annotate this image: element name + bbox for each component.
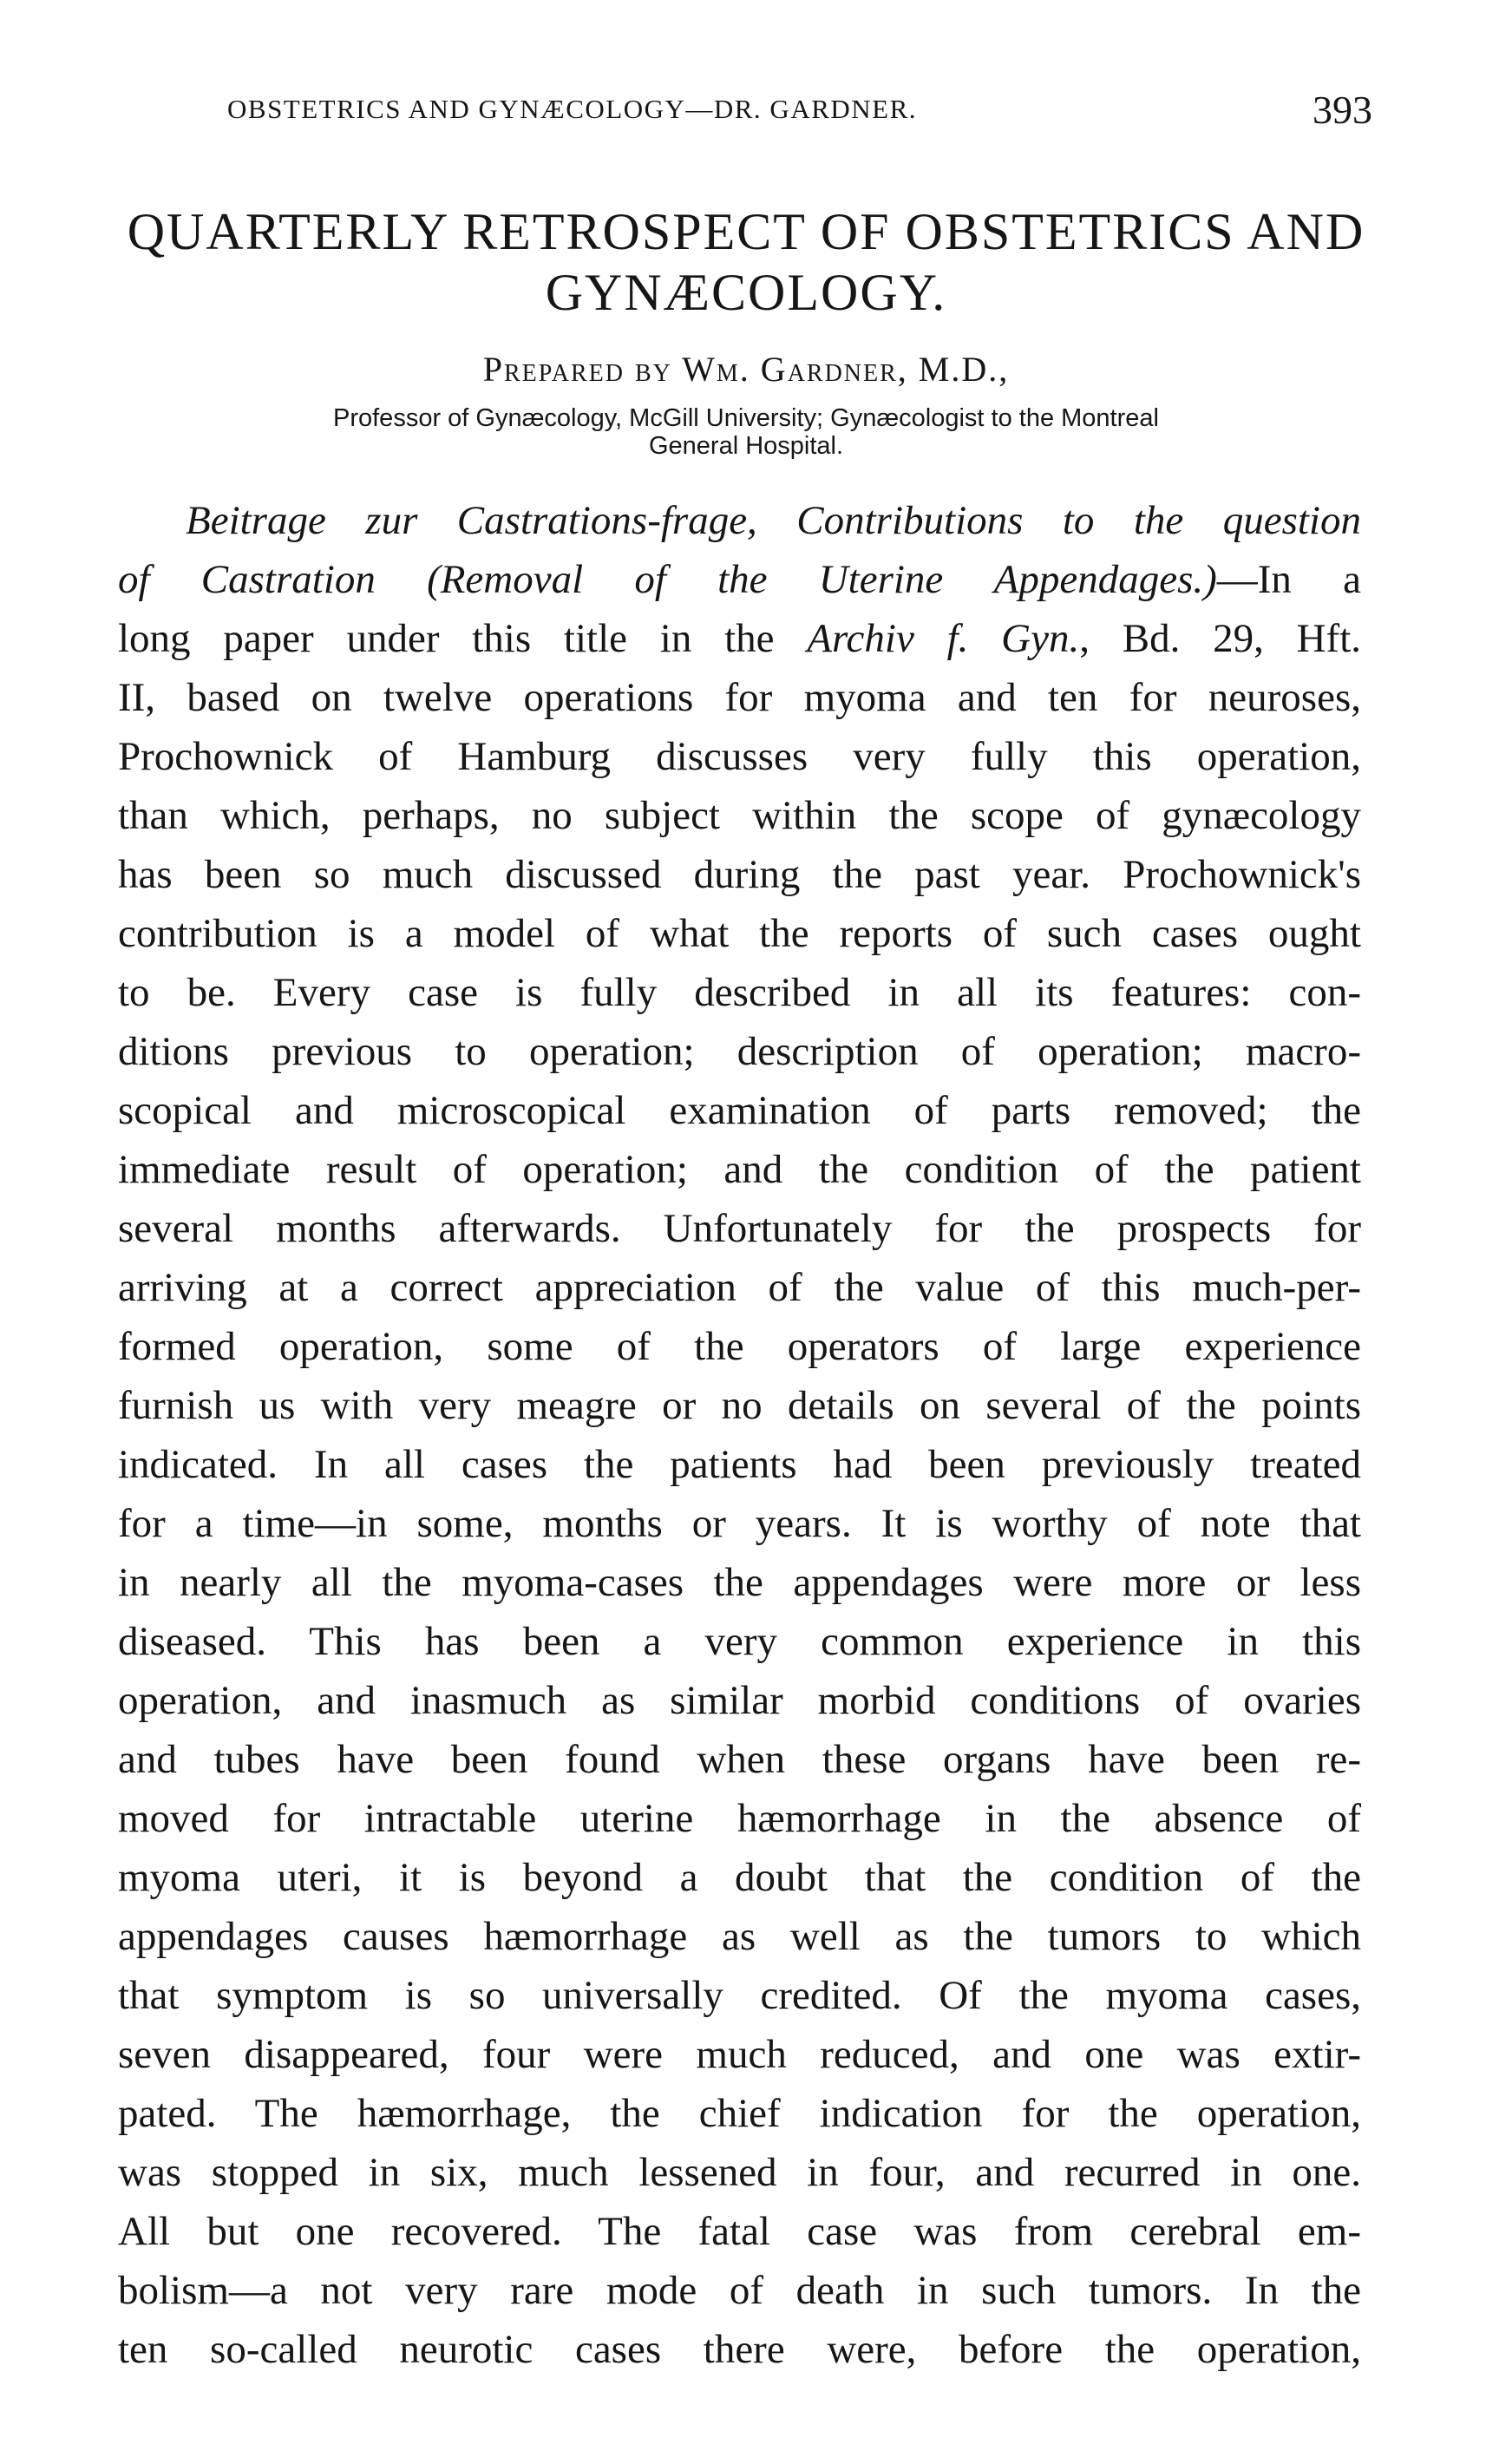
text-segment: than which, perhaps, no subject within the scope of gynæcology (118, 793, 1361, 838)
text-segment: arriving at a correct appreciation of the value of this much-per- (118, 1265, 1361, 1310)
text-line (118, 1258, 1361, 1317)
text-line (118, 1730, 1361, 1789)
text-line (118, 1789, 1361, 1848)
text-segment: operation, and inasmuch as similar morbid conditions of ovaries (118, 1678, 1361, 1723)
text-segment: II, based on twelve operations for myoma and ten for neuroses, (118, 675, 1361, 720)
article-title (87, 201, 1405, 323)
article-title-line-2: GYNÆCOLOGY. (545, 264, 947, 321)
text-segment: that symptom is so universally credited. Of the myoma cases, (118, 1973, 1361, 2018)
text-segment: seven disappeared, four were much reduced, and one was extir- (118, 2032, 1361, 2077)
text-segment: pated. The hæmorrhage, the chief indication for the operation, (118, 2091, 1361, 2136)
text-line (118, 845, 1361, 904)
text-line (118, 2025, 1361, 2084)
text-line (118, 786, 1361, 845)
text-line (118, 1553, 1361, 1612)
text-segment: Prochownick of Hamburg discusses very fully this operation, (118, 734, 1361, 779)
page-number: 393 (1313, 88, 1372, 132)
text-line (118, 1376, 1361, 1435)
text-line (118, 1848, 1361, 1907)
text-line (118, 1671, 1361, 1730)
text-segment: several months afterwards. Unfortunately for the prospects for (118, 1206, 1361, 1251)
italic-text-segment: Beitrage zur Castrations-frage, Contributions to the question (186, 498, 1361, 543)
text-segment: long paper under this title in the (118, 616, 808, 661)
text-segment: diseased. This has been a very common experience in this (118, 1619, 1361, 1664)
text-line (118, 1199, 1361, 1258)
text-segment: bolism—a not very rare mode of death in such tumors. In the (118, 2268, 1361, 2313)
author-affiliation (139, 404, 1353, 460)
author-affiliation-line-1: Professor of Gynæcology, McGill University; Gynæcologist to the Montreal (333, 404, 1159, 432)
text-line (118, 550, 1361, 609)
text-segment: furnish us with very meagre or no details on several of the points (118, 1383, 1361, 1428)
text-segment: in nearly all the myoma-cases the appendages were more or less (118, 1560, 1361, 1605)
italic-text-segment: of Castration (Removal of the Uterine Appendages.) (118, 557, 1217, 602)
text-line (118, 1966, 1361, 2025)
text-line (118, 1494, 1361, 1553)
text-line (118, 2202, 1361, 2261)
text-line (118, 727, 1361, 786)
text-line (118, 1140, 1361, 1199)
text-line (118, 1022, 1361, 1081)
text-segment: for a time—in some, months or years. It is worthy of note that (118, 1501, 1361, 1546)
text-segment: moved for intractable uterine hæmorrhage in the absence of (118, 1796, 1361, 1841)
text-segment: formed operation, some of the operators of large experience (118, 1324, 1361, 1369)
text-segment: scopical and microscopical examination of parts removed; the (118, 1088, 1361, 1133)
text-segment: to be. Every case is fully described in all its features: con- (118, 970, 1361, 1015)
text-segment: —In a (1216, 557, 1361, 602)
text-line (118, 1612, 1361, 1671)
text-line (118, 2143, 1361, 2202)
text-line (118, 904, 1361, 963)
text-segment: myoma uteri, it is beyond a doubt that the condition of the (118, 1855, 1361, 1900)
text-line (118, 668, 1361, 727)
running-head-title: OBSTETRICS AND GYNÆCOLOGY—DR. GARDNER. (227, 94, 918, 124)
text-segment: was stopped in six, much lessened in four, and recurred in one. (118, 2150, 1361, 2195)
text-line (118, 2261, 1361, 2320)
running-head (227, 88, 1372, 132)
text-segment: ten so-called neurotic cases there were, before the operation, (118, 2327, 1361, 2372)
text-line (118, 1907, 1361, 1966)
text-segment: All but one recovered. The fatal case was from cerebral em- (118, 2209, 1361, 2254)
text-line (118, 1317, 1361, 1376)
italic-text-segment: Archiv f. Gyn. (807, 616, 1080, 661)
text-line (118, 491, 1361, 550)
text-segment: contribution is a model of what the reports of such cases ought (118, 911, 1361, 956)
article-byline: Prepared by Wm. Gardner, M.D., (482, 350, 1010, 389)
text-segment: immediate result of operation; and the condition of the patient (118, 1147, 1361, 1192)
text-segment: indicated. In all cases the patients had been previously treated (118, 1442, 1361, 1487)
article-body (118, 491, 1361, 2379)
text-segment: has been so much discussed during the past year. Prochownick's (118, 852, 1361, 897)
article-title-line-1: QUARTERLY RETROSPECT OF OBSTETRICS AND (127, 203, 1365, 260)
text-line (118, 1435, 1361, 1494)
text-line (118, 2320, 1361, 2379)
text-line (118, 2084, 1361, 2143)
author-affiliation-line-2: General Hospital. (648, 432, 844, 460)
text-segment: appendages causes hæmorrhage as well as the tumors to which (118, 1914, 1361, 1959)
text-segment: ditions previous to operation; description of operation; macro- (118, 1029, 1361, 1074)
text-segment: and tubes have been found when these organs have been re- (118, 1737, 1361, 1782)
text-segment: , Bd. 29, Hft. (1079, 616, 1362, 661)
text-line (118, 609, 1361, 668)
text-line (118, 963, 1361, 1022)
text-line (118, 1081, 1361, 1140)
